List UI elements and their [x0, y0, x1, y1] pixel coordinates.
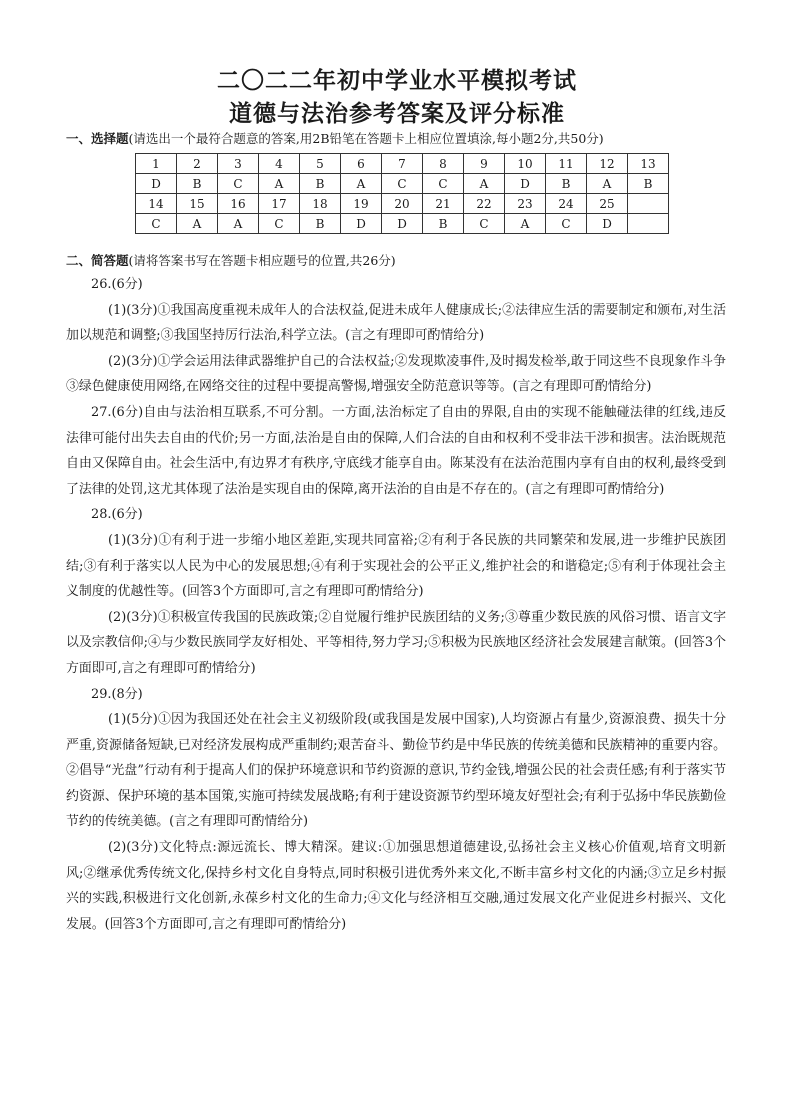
question-number-cell: 8	[423, 154, 464, 174]
question-number-cell: 20	[382, 194, 423, 214]
question-number-cell: 12	[587, 154, 628, 174]
question-number-cell: 24	[546, 194, 587, 214]
answer-cell: B	[628, 174, 669, 194]
section-choice-label: 一、选择题	[66, 131, 129, 146]
question-number-cell: 19	[341, 194, 382, 214]
question-number-cell: 6	[341, 154, 382, 174]
answer-cell: A	[341, 174, 382, 194]
answer-cell: C	[546, 214, 587, 234]
answer-paragraph: 29.(8分)	[91, 686, 143, 702]
answer-cell: D	[341, 214, 382, 234]
answer-cell: B	[423, 214, 464, 234]
question-number-cell: 13	[628, 154, 669, 174]
answer-cell: D	[136, 174, 177, 194]
answer-letter-row	[136, 174, 669, 194]
choice-answer-table	[135, 153, 669, 234]
question-number-cell: 5	[300, 154, 341, 174]
answer-paragraph: 26.(6分)	[91, 277, 143, 292]
answer-paragraph: 28.(6分)	[91, 507, 143, 523]
answer-letter-row	[136, 214, 669, 234]
answer-paragraph: (1)(5分)①因为我国还处在社会主义初级阶段(或我国是发展中国家),人均资源占有量少,资源浪费、损失十分严重,资源储备短缺,已对经济发展构成严重制约;艰苦奋斗、勤俭节约是中华民族的传统美德和民族精神的重要内容。②倡导“光盘”行动有利于提高人们的保护环境意识和节约资源的意识,节约金钱,增强公民的社会责任感;有利于落实节约资源、保护环境的基本国策,实施可持续发展战略;有利于建设资源节约型环境友好型社会;有利于弘扬中华民族勤俭节约的传统美德。(言之有理即可酌情给分)	[66, 712, 726, 830]
question-number-cell: 16	[218, 194, 259, 214]
question-number-cell	[628, 194, 669, 214]
answer-cell: D	[587, 214, 628, 234]
question-number-row	[136, 154, 669, 174]
answer-cell: A	[587, 174, 628, 194]
question-number-cell: 4	[259, 154, 300, 174]
answer-cell: A	[259, 174, 300, 194]
answer-cell: C	[464, 214, 505, 234]
question-number-cell: 15	[177, 194, 218, 214]
answer-paragraph: 27.(6分)自由与法治相互联系,不可分割。一方面,法治标定了自由的界限,自由的实现不能触碰法律的红线,违反法律可能付出失去自由的代价;另一方面,法治是自由的保障,人们合法的自由和权利不受非法干涉和损害。法治既规范自由又保障自由。社会生活中,有边界才有秩序,守底线才能享自由。陈某没有在法治范围内享有自由的权利,最终受到了法律的处罚,这尤其体现了法治是实现自由的保障,离开法治的自由是不存在的。(言之有理即可酌情给分)	[66, 404, 726, 497]
answer-paragraph: (2)(3分)文化特点:源远流长、博大精深。建议:①加强思想道德建设,弘扬社会主义核心价值观,培育文明新风;②继承优秀传统文化,保持乡村文化自身特点,同时积极引进优秀外来文化,不断丰富乡村文化的内涵;③立足乡村振兴的实践,积极进行文化创新,永葆乡村文化的生命力;④文化与经济相互交融,通过发展文化产业促进乡村振兴、文化发展。(回答3个方面即可,言之有理即可酌情给分)	[66, 840, 726, 932]
answer-cell	[628, 214, 669, 234]
answer-cell: B	[546, 174, 587, 194]
question-number-cell: 17	[259, 194, 300, 214]
short-answer-body	[66, 272, 726, 937]
question-number-cell: 25	[587, 194, 628, 214]
answer-paragraph: (2)(3分)①学会运用法律武器维护自己的合法权益;②发现欺凌事件,及时揭发检举,敢于同这些不良现象作斗争③绿色健康使用网络,在网络交往的过程中要提高警惕,增强安全防范意识等等。(言之有理即可酌情给分)	[66, 353, 726, 395]
answer-cell: A	[464, 174, 505, 194]
answer-cell: C	[218, 174, 259, 194]
question-number-cell: 3	[218, 154, 259, 174]
question-number-row	[136, 194, 669, 214]
section-short-heading	[66, 251, 396, 269]
section-short-instruction: (请将答案书写在答题卡相应题号的位置,共26分)	[128, 253, 396, 268]
answer-cell: C	[382, 174, 423, 194]
answer-paragraph: (1)(3分)①有利于进一步缩小地区差距,实现共同富裕;②有利于各民族的共同繁荣和发展,进一步维护民族团结;③有利于落实以人民为中心的发展思想;④有利于实现社会的公平正义,维护社会的和谐稳定;⑤有利于体现社会主义制度的优越性等。(回答3个方面即可,言之有理即可酌情给分)	[66, 532, 726, 600]
question-number-cell: 23	[505, 194, 546, 214]
answer-cell: D	[382, 214, 423, 234]
answer-cell: A	[218, 214, 259, 234]
section-short-label: 二、简答题	[66, 253, 129, 268]
question-number-cell: 18	[300, 194, 341, 214]
answer-cell: C	[259, 214, 300, 234]
answer-cell: A	[177, 214, 218, 234]
answer-paragraph: (1)(3分)①我国高度重视未成年人的合法权益,促进未成年人健康成长;②法律应生活的需要制定和颁布,对生活加以规范和调整;③我国坚持厉行法治,科学立法。(言之有理即可酌情给分)	[66, 302, 726, 344]
answer-cell: C	[136, 214, 177, 234]
answer-paragraph: (2)(3分)①积极宣传我国的民族政策;②自觉履行维护民族团结的义务;③尊重少数民族的风俗习惯、语言文字以及宗教信仰;④与少数民族同学友好相处、平等相待,努力学习;⑤积极为民族地区经济社会发展建言献策。(回答3个方面即可,言之有理即可酌情给分)	[66, 609, 726, 676]
question-number-cell: 22	[464, 194, 505, 214]
question-number-cell: 2	[177, 154, 218, 174]
question-number-cell: 1	[136, 154, 177, 174]
answer-cell: B	[300, 174, 341, 194]
question-number-cell: 21	[423, 194, 464, 214]
section-choice-heading	[66, 129, 604, 147]
question-number-cell: 10	[505, 154, 546, 174]
exam-title: 二〇二二年初中学业水平模拟考试	[217, 67, 577, 94]
question-number-cell: 9	[464, 154, 505, 174]
answer-cell: C	[423, 174, 464, 194]
exam-subtitle: 道德与法治参考答案及评分标准	[229, 100, 565, 127]
section-choice-instruction: (请选出一个最符合题意的答案,用2B铅笔在答题卡上相应位置填涂,每小题2分,共50分)	[128, 131, 604, 146]
question-number-cell: 14	[136, 194, 177, 214]
answer-cell: B	[300, 214, 341, 234]
question-number-cell: 7	[382, 154, 423, 174]
answer-cell: B	[177, 174, 218, 194]
question-number-cell: 11	[546, 154, 587, 174]
answer-cell: A	[505, 214, 546, 234]
answer-cell: D	[505, 174, 546, 194]
